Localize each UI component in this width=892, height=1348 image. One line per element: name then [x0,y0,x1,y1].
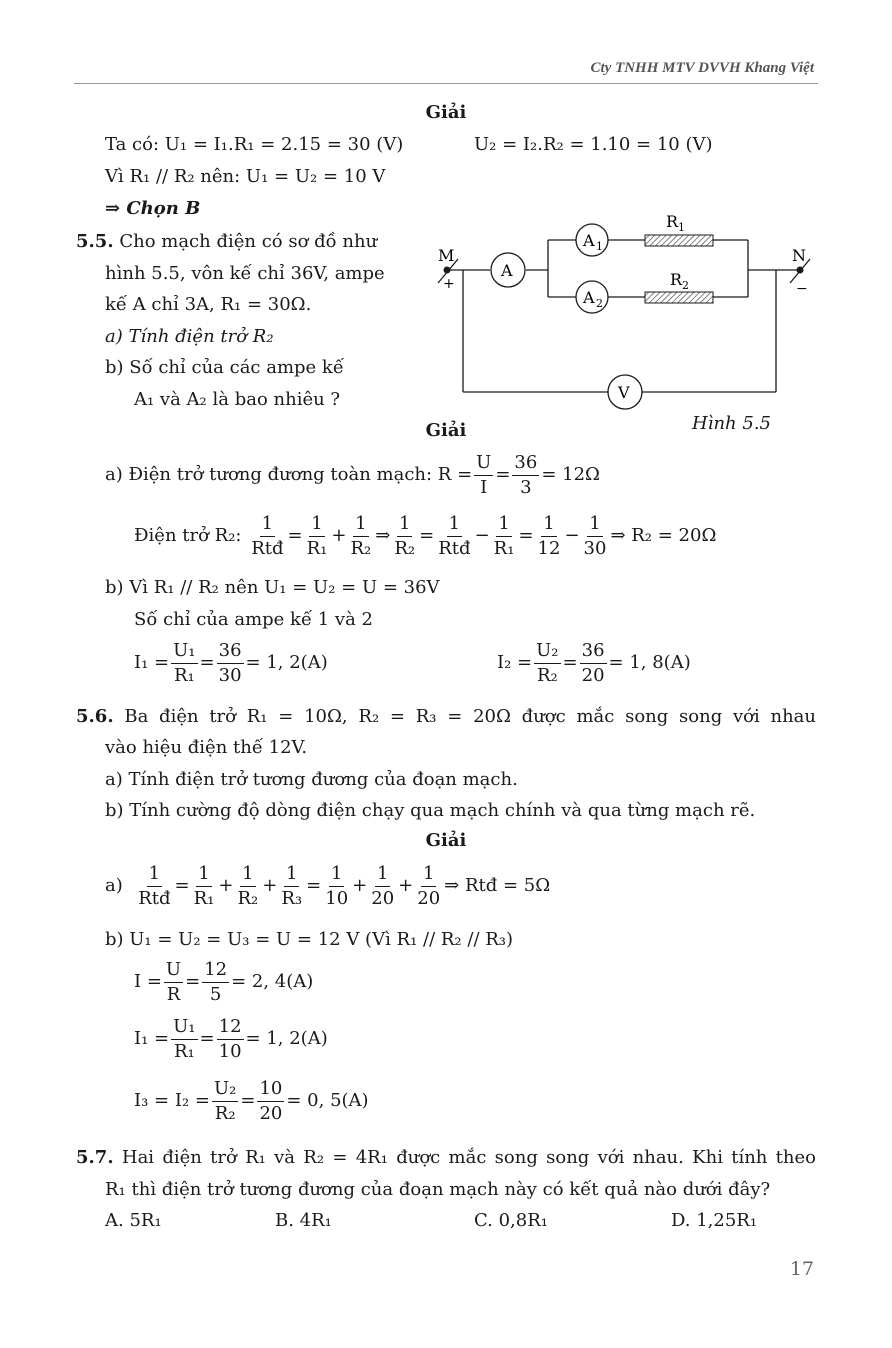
label-r1-sub: 1 [678,221,685,234]
problem-5-7-number: 5.7. [76,1147,114,1168]
sol-5-6-b: b) U₁ = U₂ = U₃ = U = 12 V (Vì R₁ // R₂ // R₃) [105,929,514,950]
problem-5-6-question-a: a) Tính điện trở tương đương của đoạn mạch. [105,769,518,790]
frac-inv-rtd-c: $\frac{1}{\text{Rtđ}}$ [138,862,171,909]
r2-label: Điện trở R₂: [134,525,242,546]
option-c: C. 0,8R₁ [474,1210,548,1231]
frac-36-over-3: $\frac{36}{3}$ [514,451,538,498]
frac-u-over-r: $\frac{U}{R}$ [165,958,182,1005]
solution-heading-5-5: Giải [425,420,467,441]
label-a1-sub: 1 [596,240,603,253]
problem-5-5-text-1: Cho mạch điện có sơ đồ như [119,231,378,252]
problem-5-6-question-b: b) Tính cường độ dòng điện chạy qua mạch chính và qua từng mạch rẽ. [105,800,756,821]
frac-inv-r1-c: $\frac{1}{\text{R₁}}$ [193,862,215,909]
frac-12-over-10: $\frac{12}{10}$ [218,1015,242,1062]
frac-u2-over-r2: $\frac{\text{U₂}}{\text{R₂}}$ [536,639,559,686]
label-a2: A [583,288,595,307]
problem-5-7-text-1: Hai điện trở R₁ và R₂ = 4R₁ được mắc song song với nhau. Khi tính theo [121,1147,816,1168]
prev-answer: ⇒ Chọn B [105,198,201,219]
label-a1: A [583,231,595,250]
circuit-diagram [430,205,820,410]
problem-5-6-text-2: vào hiệu điện thế 12V. [105,737,308,758]
problem-5-7-line1 [76,1146,816,1170]
prev-line2: Vì R₁ // R₂ nên: U₁ = U₂ = 10 V [105,166,386,187]
label-a2-sub: 2 [596,297,603,310]
frac-u1-over-r1-b: $\frac{\text{U₁}}{\text{R₁}}$ [173,1015,196,1062]
prev-line1-right: U₂ = I₂.R₂ = 1.10 = 10 (V) [474,134,713,155]
rtd-result: ⇒ Rtđ = 5Ω [444,875,551,896]
i1-result-b: = 1, 2(A) [245,1028,328,1049]
frac-u-over-i: $\frac{U}{I}$ [476,451,492,498]
resistor-r2 [645,292,713,303]
terminal-n [797,267,804,274]
label-r2: R [670,270,683,289]
sol-5-5-a: a) Điện trở tương đương toàn mạch: R = $\frac{U}{I}$ = $\frac{36}{3}$ = 12Ω [105,451,600,498]
problem-5-6-number: 5.6. [76,706,114,727]
frac-36-over-20: $\frac{36}{20}$ [581,639,605,686]
sol-5-5-b2: Số chỉ của ampe kế 1 và 2 [134,609,373,630]
option-d: D. 1,25R₁ [671,1210,758,1231]
sol-5-5-a-label: a) Điện trở tương đương toàn mạch: R = [105,464,473,485]
label-a: A [501,261,513,280]
frac-inv-r2: $\frac{1}{\text{R₂}}$ [350,512,372,559]
i3-result: = 0, 5(A) [286,1090,369,1111]
i2-result: = 1, 8(A) [608,652,691,673]
problem-5-5-number: 5.5. [76,231,114,252]
frac-10-over-20: $\frac{10}{20}$ [259,1077,283,1124]
sol-5-5-i1: I₁ = $\frac{\text{U₁}}{\text{R₁}}$ = $\frac{36}{30}$ = 1, 2(A) [134,639,328,686]
label-plus: + [443,276,455,292]
i-result: = 2, 4(A) [231,971,314,992]
publisher-header: Cty TNHH MTV DVVH Khang Việt [590,60,814,76]
problem-5-5-line1 [76,230,377,254]
problem-5-5-question-b2: A₁ và A₂ là bao nhiêu ? [134,389,341,410]
sol-5-5-i2: I₂ = $\frac{\text{U₂}}{\text{R₂}}$ = $\frac{36}{20}$ = 1, 8(A) [497,639,691,686]
label-r1: R [666,212,679,231]
frac-inv-rtd: $\frac{1}{\text{Rtđ}}$ [251,512,284,559]
problem-5-7-text-2: R₁ thì điện trở tương đương của đoạn mạch này có kết quả nào dưới đây? [105,1179,771,1200]
sol-5-5-r2: Điện trở R₂: $\frac{1}{\text{Rtđ}}$ = $\frac{1}{\text{R₁}}$ + $\frac{1}{\text{R₂}}$ ⇒ $\frac{1}{\text{R₂}}$ = $\frac{1}{\text{Rtđ}}$ − $\frac{1}{\text{R₁}}$ = $\frac{1}{12}$ − $\frac{1}{30}$ ⇒ R₂ = 20Ω [134,512,717,559]
solution-heading: Giải [425,102,467,123]
frac-inv-r2-b: $\frac{1}{\text{R₂}}$ [394,512,416,559]
option-a: A. 5R₁ [105,1210,162,1231]
problem-5-5-text-3: kế A chỉ 3A, R₁ = 30Ω. [105,294,312,315]
frac-inv-20-b: $\frac{1}{20}$ [417,862,441,909]
prev-line1-left: Ta có: U₁ = I₁.R₁ = 2.15 = 30 (V) [105,134,404,155]
frac-inv-20-a: $\frac{1}{20}$ [371,862,395,909]
label-m: M [438,246,455,265]
frac-36-over-30: $\frac{36}{30}$ [218,639,242,686]
frac-inv-rtd-b: $\frac{1}{\text{Rtđ}}$ [438,512,471,559]
label-v: V [618,383,630,402]
resistor-r1 [645,235,713,246]
sol-5-5-a-result: = 12Ω [541,464,600,485]
problem-5-5-question-b1: b) Số chỉ của các ampe kế [105,357,344,378]
problem-5-5-question-a: a) Tính điện trở R₂ [105,326,274,347]
frac-inv-12: $\frac{1}{12}$ [537,512,561,559]
sol-5-6-i: I = $\frac{U}{R}$ = $\frac{12}{5}$ = 2, 4(A) [134,958,314,1005]
frac-inv-10: $\frac{1}{10}$ [325,862,349,909]
sol-5-6-i3: I₃ = I₂ = $\frac{\text{U₂}}{\text{R₂}}$ = $\frac{10}{20}$ = 0, 5(A) [134,1077,369,1124]
sol-5-6-i1: I₁ = $\frac{\text{U₁}}{\text{R₁}}$ = $\frac{12}{10}$ = 1, 2(A) [134,1015,328,1062]
frac-12-over-5: $\frac{12}{5}$ [204,958,228,1005]
label-minus: − [796,281,808,297]
label-r2-sub: 2 [682,279,689,292]
option-b: B. 4R₁ [275,1210,332,1231]
figure-caption: Hình 5.5 [692,413,771,434]
label-n: N [792,246,806,265]
frac-inv-r3: $\frac{1}{\text{R₃}}$ [281,862,303,909]
frac-inv-30: $\frac{1}{30}$ [583,512,607,559]
page-number: 17 [789,1258,814,1280]
solution-heading-5-6: Giải [425,830,467,851]
frac-u1-over-r1: $\frac{\text{U₁}}{\text{R₁}}$ [173,639,196,686]
frac-inv-r1-b: $\frac{1}{\text{R₁}}$ [493,512,515,559]
frac-inv-r2-c: $\frac{1}{\text{R₂}}$ [237,862,259,909]
frac-u2-over-r2-b: $\frac{\text{U₂}}{\text{R₂}}$ [213,1077,237,1124]
r2-result: ⇒ R₂ = 20Ω [610,525,717,546]
problem-5-5-text-2: hình 5.5, vôn kế chỉ 36V, ampe [105,263,385,284]
frac-inv-r1: $\frac{1}{\text{R₁}}$ [306,512,328,559]
terminal-m [444,267,451,274]
sol-5-5-b1: b) Vì R₁ // R₂ nên U₁ = U₂ = U = 36V [105,577,440,598]
problem-5-6-line1 [76,705,816,729]
i1-result: = 1, 2(A) [245,652,328,673]
header-rule [74,83,818,84]
sol-5-6-a: a) $\frac{1}{\text{Rtđ}}$ = $\frac{1}{\text{R₁}}$ + $\frac{1}{\text{R₂}}$ + $\frac{1}{\text{R₃}}$ = $\frac{1}{10}$ + $\frac{1}{20}$ + $\frac{1}{20}$ ⇒ Rtđ = 5Ω [105,862,551,909]
problem-5-6-text-1: Ba điện trở R₁ = 10Ω, R₂ = R₃ = 20Ω được mắc song song với nhau [124,706,816,727]
